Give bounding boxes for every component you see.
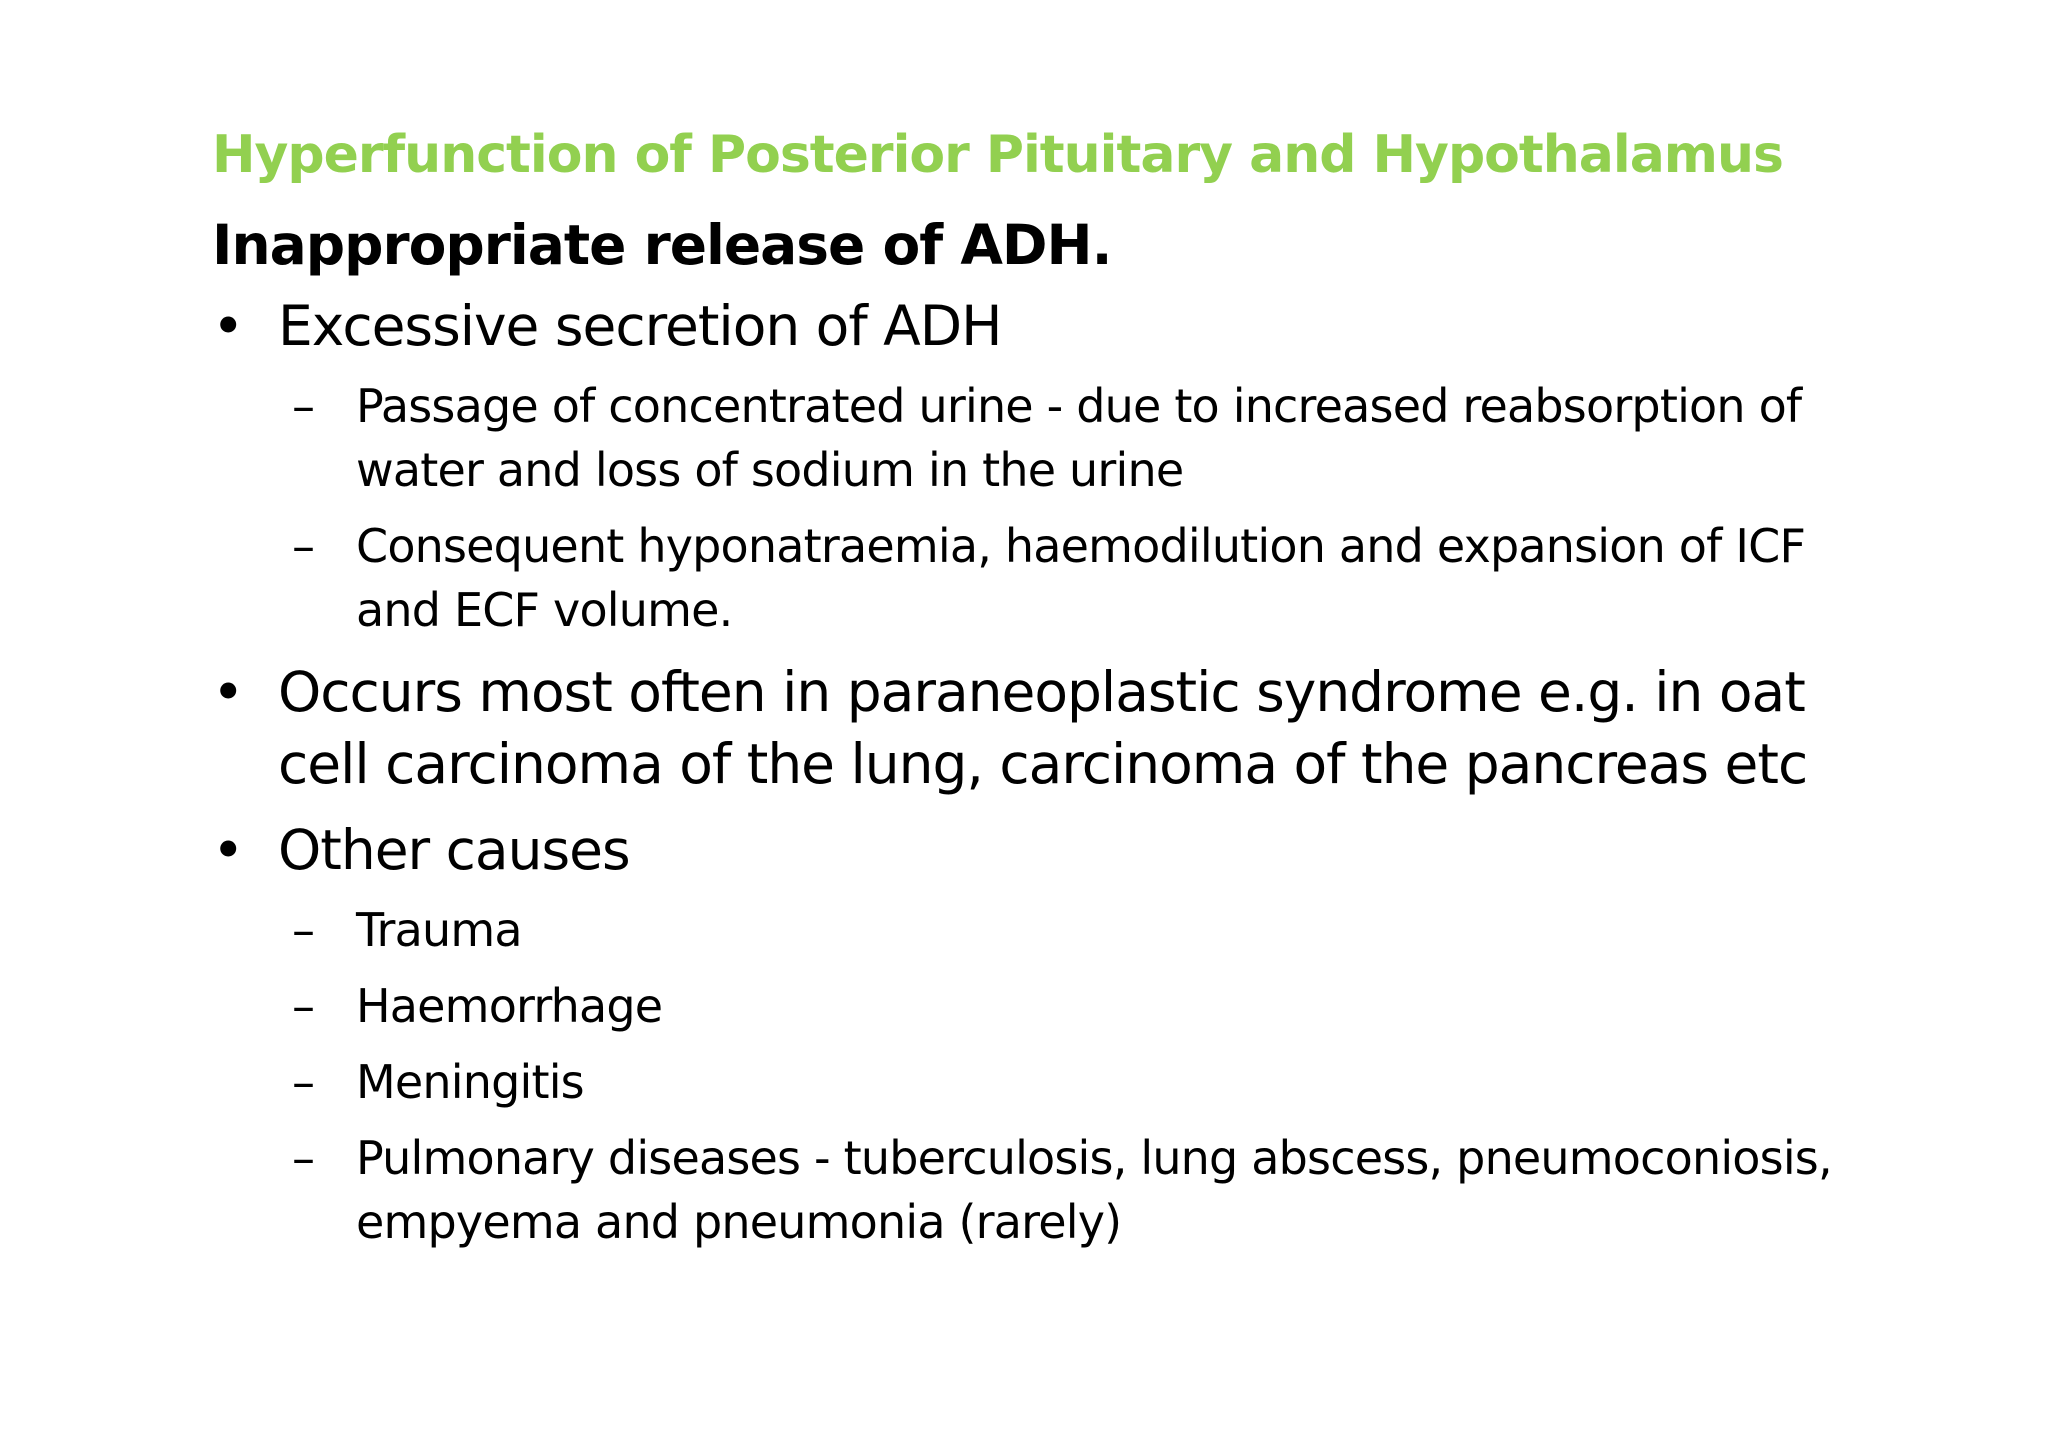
sub-item-text: Pulmonary diseases - tuberculosis, lung abscess, pneumoconiosis, empyema and pneumonia (rarely) <box>356 1131 1832 1249</box>
dash-marker: – <box>292 1055 315 1109</box>
sub-item-text: Consequent hyponatraemia, haemodilution and expansion of ICF and ECF volume. <box>356 519 1806 637</box>
sub-item <box>212 1050 1862 1114</box>
bullet-item <box>212 290 1862 362</box>
dash-marker: – <box>292 1131 315 1185</box>
bullet-text: Occurs most often in paraneoplastic syndrome e.g. in oat cell carcinoma of the lung, carcinoma of the pancreas etc <box>278 660 1808 796</box>
bullet-marker: • <box>212 660 244 724</box>
sub-item-text: Meningitis <box>356 1055 584 1109</box>
dash-marker: – <box>292 979 315 1033</box>
bullet-item <box>212 656 1862 800</box>
sub-item-text: Trauma <box>356 903 522 957</box>
bullet-item <box>212 814 1862 886</box>
bullet-text: Excessive secretion of ADH <box>278 294 1002 358</box>
bullet-marker: • <box>212 818 244 882</box>
sub-item <box>212 1126 1862 1254</box>
dash-marker: – <box>292 903 315 957</box>
sub-item <box>212 514 1862 642</box>
slide-subtitle: Inappropriate release of ADH. <box>212 213 1112 277</box>
bullet-text: Other causes <box>278 818 630 882</box>
sub-item <box>212 974 1862 1038</box>
sub-item-text: Passage of concentrated urine - due to increased reabsorption of water and loss of sodium in the urine <box>356 379 1802 497</box>
sub-item <box>212 374 1862 502</box>
sub-item-text: Haemorrhage <box>356 979 663 1033</box>
bullet-marker: • <box>212 294 244 358</box>
sub-item <box>212 898 1862 962</box>
dash-marker: – <box>292 519 315 573</box>
slide-title: Hyperfunction of Posterior Pituitary and Hypothalamus <box>212 125 1783 185</box>
dash-marker: – <box>292 379 315 433</box>
bullet-list <box>212 290 1862 1254</box>
